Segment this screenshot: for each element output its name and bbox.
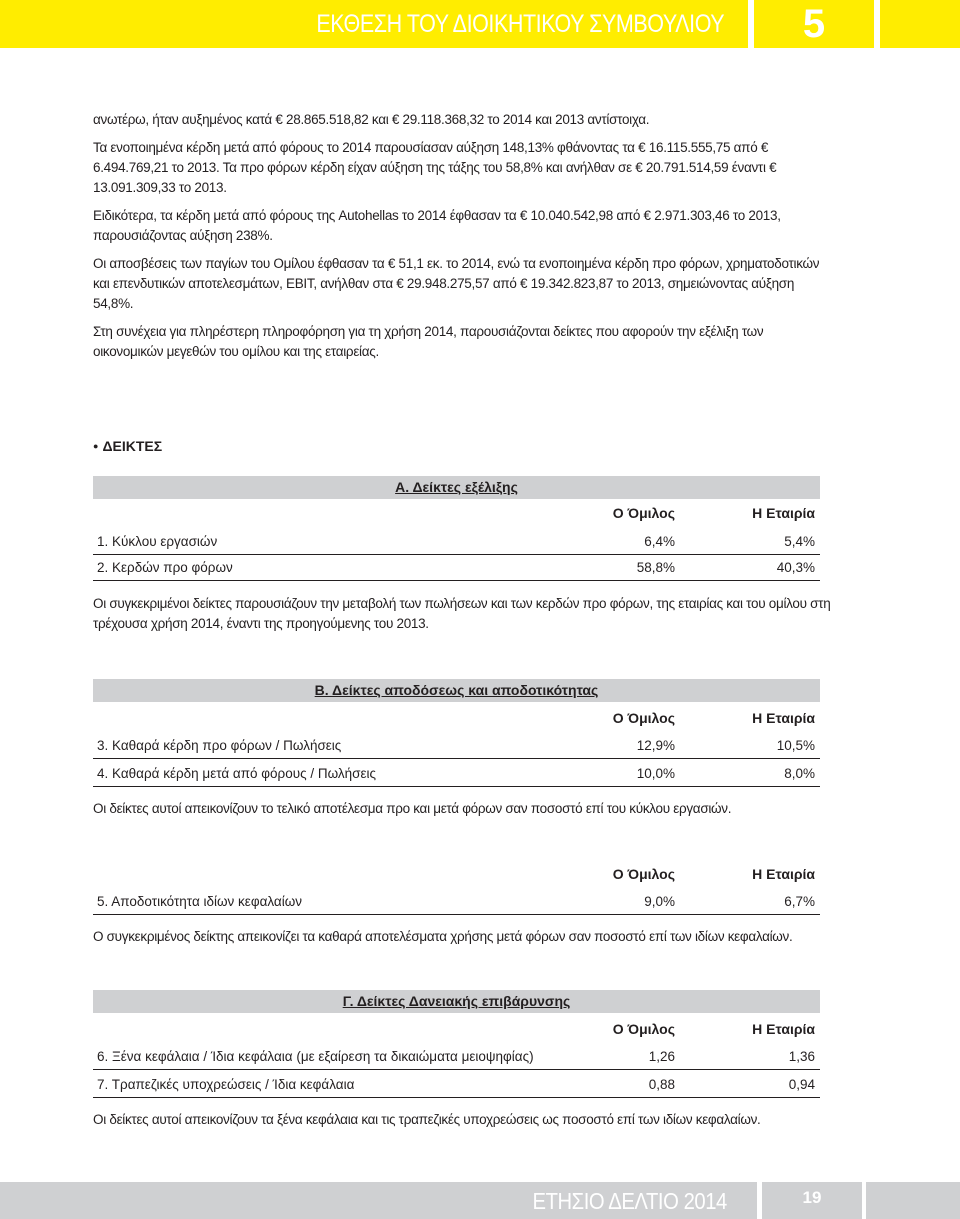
table-b-title [93,679,820,702]
footer-edge [866,1182,960,1219]
row-value-company: 6,7% [784,894,815,909]
row-label: 3. Καθαρά κέρδη προ φόρων / Πωλήσεις [97,738,342,753]
table-a-title-text: Α. Δείκτες εξέλιξης [395,479,518,495]
bullet-icon: ● [93,441,99,451]
chapter-box [754,0,874,48]
chapter-number: 5 [802,2,826,46]
row-value-group: 0,88 [648,1077,675,1092]
row-value-group: 6,4% [644,534,675,549]
paragraph-1: ανωτέρω, ήταν αυξημένος κατά € 28.865.518,82 και € 29.118.368,32 το 2014 και 2013 αντίστοιχα. [93,112,650,127]
row-value-company: 1,36 [788,1049,815,1064]
row-label: 6. Ξένα κεφάλαια / Ίδια κεφάλαια (με εξαίρεση τα δικαιώματα μειοψηφίας) [97,1049,534,1064]
table-c-title-text: Γ. Δείκτες Δανειακής επιβάρυνσης [342,993,571,1009]
col-head-group-a: Ο Όμιλος [612,505,675,521]
col-head-company-a: Η Εταιρία [752,505,815,521]
row-value-company: 0,94 [788,1077,815,1092]
body-text [93,110,833,370]
table-c-note: Οι δείκτες αυτοί απεικονίζουν τα ξένα κεφάλαια και τις τραπεζικές υποχρεώσεις ως ποσοστό επί των ιδίων κεφαλαίων. [93,1112,761,1127]
row-value-group: 9,0% [644,894,675,909]
row-value-company: 40,3% [776,560,815,575]
table-b-note: Οι δείκτες αυτοί απεικονίζουν το τελικό αποτέλεσμα προ και μετά φόρων σαν ποσοστό επί του κύκλου εργασιών. [93,801,732,816]
row-value-company: 10,5% [776,738,815,753]
table-a-title [93,476,820,499]
page-number-bg [762,1182,862,1219]
row-value-company: 5,4% [784,534,815,549]
table-row [93,530,820,555]
col-head-company-b2: Η Εταιρία [752,866,815,882]
paragraph-3: Ειδικότερα, τα κέρδη μετά από φόρους της Autohellas το 2014 έφθασαν τα € 10.040.542,98 από € 2.971.303,46 το 2013, παρουσιάζοντας αύξηση 238%. [93,208,781,243]
col-head-group-c: Ο Όμιλος [612,1021,675,1037]
header-bar [0,0,748,48]
table-row [93,734,820,759]
row-value-group: 10,0% [636,766,675,781]
table-row [93,1073,820,1098]
row-value-group: 58,8% [636,560,675,575]
table-row [93,1045,820,1070]
row-value-group: 12,9% [636,738,675,753]
table-c-title [93,990,820,1013]
col-head-group-b: Ο Όμιλος [612,710,675,726]
row-label: 7. Τραπεζικές υποχρεώσεις / Ίδια κεφάλαια [97,1077,355,1092]
row-value-company: 8,0% [784,766,815,781]
table-row [93,890,820,915]
row-value-group: 1,26 [648,1049,675,1064]
table-b2-note: Ο συγκεκριμένος δείκτης απεικονίζει τα καθαρά αποτελέσματα χρήσης μετά φόρων σαν ποσοστό επί των ιδίων κεφαλαίων. [93,929,793,944]
row-label: 2. Κερδών προ φόρων [97,560,233,575]
col-head-group-b2: Ο Όμιλος [612,866,675,882]
table-b-title-text: Β. Δείκτες αποδόσεως και αποδοτικότητας [314,682,599,698]
table-row [93,556,820,581]
footer-title: ΕΤΗΣΙΟ ΔΕΛΤΙΟ 2014 [532,1188,727,1214]
section-title-text: ΔΕΙΚΤΕΣ [102,438,163,454]
row-label: 1. Κύκλου εργασιών [97,534,218,549]
header-title: ΕΚΘΕΣΗ ΤΟΥ ΔΙΟΙΚΗΤΙΚΟΥ ΣΥΜΒΟΥΛΙΟΥ [316,10,724,38]
row-label: 4. Καθαρά κέρδη μετά από φόρους / Πωλήσεις [97,766,377,781]
paragraph-4: Οι αποσβέσεις των παγίων του Ομίλου έφθασαν τα € 51,1 εκ. το 2014, ενώ τα ενοποιημένα κέρδη προ φόρων, χρηματοδοτικών και επενδυτικών αποτελεσμάτων, EBIT, ανήλθαν στα € 29.948.275,57 από € 19.342.823,87 το 2013, σημειώνοντας αύξηση 54,8%. [93,256,820,311]
section-title [93,438,162,454]
col-head-company-c: Η Εταιρία [752,1021,815,1037]
footer-bar [0,1182,757,1219]
header-edge [880,0,960,48]
row-label: 5. Αποδοτικότητα ιδίων κεφαλαίων [97,894,303,909]
table-a-note: Οι συγκεκριμένοι δείκτες παρουσιάζουν την μεταβολή των πωλήσεων και των κερδών προ φόρων, της εταιρίας και του ομίλου στη τρέχουσα χρήση 2014, έναντι της προηγούμενης του 2013. [93,596,831,631]
paragraph-2: Τα ενοποιημένα κέρδη μετά από φόρους το 2014 παρουσίασαν αύξηση 148,13% φθάνοντας τα € 16.115.555,75 από € 6.494.769,21 το 2013. Τα προ φόρων κέρδη είχαν αύξηση της τάξης του 58,8% και ανήλθαν σε € 20.791.514,59 έναντι € 13.091.309,33 το 2013. [93,140,777,195]
paragraph-5: Στη συνέχεια για πληρέστερη πληροφόρηση για τη χρήση 2014, παρουσιάζονται δείκτες που αφορούν την εξέλιξη των οικονομικών μεγεθών του ομίλου και της εταιρείας. [93,324,764,359]
table-row [93,762,820,787]
page-number: 19 [802,1188,822,1207]
col-head-company-b: Η Εταιρία [752,710,815,726]
